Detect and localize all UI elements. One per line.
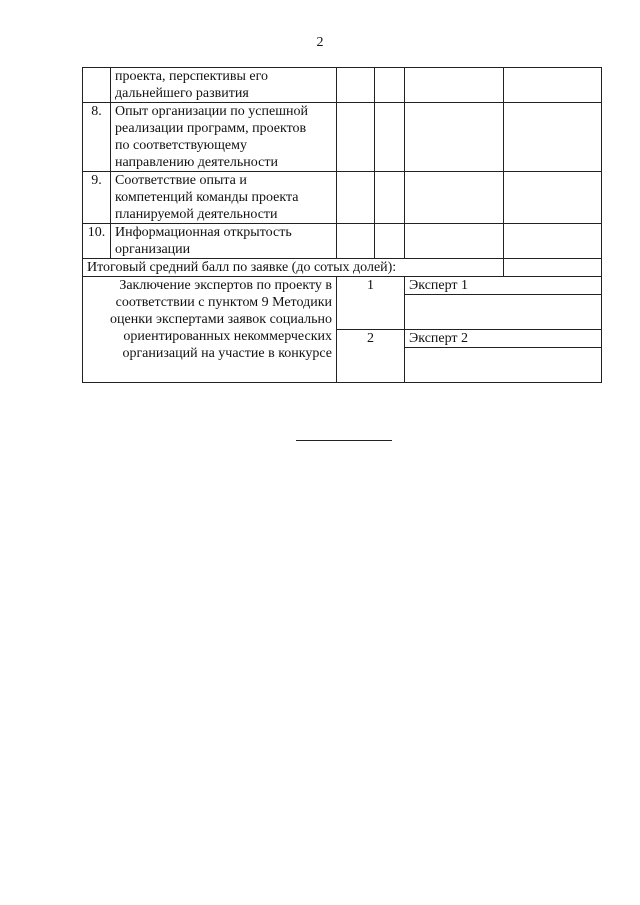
page-number: 2 <box>316 35 324 50</box>
criterion-line: компетенций команды проекта <box>115 190 299 205</box>
criterion-row <box>83 172 602 224</box>
criterion-row <box>83 103 602 172</box>
criterion-line: проекта, перспективы его <box>115 69 268 84</box>
criterion-line: Информационная открытость <box>115 225 292 240</box>
score-cell <box>405 103 504 172</box>
score-cell <box>375 172 405 224</box>
score-cell <box>375 224 405 259</box>
expert-signature-cell <box>405 295 602 330</box>
score-cell <box>405 68 504 103</box>
score-cell <box>405 172 504 224</box>
conclusion-line: оценки экспертами заявок социально <box>110 312 332 327</box>
score-cell <box>504 68 602 103</box>
score-cell <box>504 172 602 224</box>
criterion-text <box>111 68 337 103</box>
expert-number: 1 <box>337 277 405 330</box>
criterion-line: планируемой деятельности <box>115 207 278 222</box>
score-cell <box>375 103 405 172</box>
criterion-line: Опыт организации по успешной <box>115 104 308 119</box>
conclusion-line: организаций на участие в конкурсе <box>122 346 332 361</box>
score-cell <box>405 224 504 259</box>
expert-label: Эксперт 1 <box>405 277 602 295</box>
criterion-line: дальнейшего развития <box>115 86 249 101</box>
conclusion-line: Заключение экспертов по проекту в <box>119 278 332 293</box>
expert-conclusion-label <box>83 277 337 383</box>
criterion-text <box>111 172 337 224</box>
expert-label: Эксперт 2 <box>405 330 602 348</box>
score-cell <box>504 103 602 172</box>
score-cell <box>337 224 375 259</box>
score-cell <box>504 224 602 259</box>
total-row <box>83 259 602 277</box>
criterion-row <box>83 68 602 103</box>
criterion-line: Соответствие опыта и <box>115 173 247 188</box>
total-score-cell <box>504 259 602 277</box>
score-cell <box>375 68 405 103</box>
score-cell <box>337 103 375 172</box>
score-cell <box>337 172 375 224</box>
criterion-line: реализации программ, проектов <box>115 121 307 136</box>
expert-number: 2 <box>337 330 405 383</box>
conclusion-line: ориентированных некоммерческих <box>123 329 332 344</box>
total-score-label: Итоговый средний балл по заявке (до сотых долей): <box>83 259 504 277</box>
criterion-number: 8. <box>83 103 111 172</box>
expert-signature-cell <box>405 348 602 383</box>
criterion-text <box>111 103 337 172</box>
expert-row <box>83 277 602 295</box>
criterion-row <box>83 224 602 259</box>
criterion-line: организации <box>115 242 191 257</box>
criterion-text <box>111 224 337 259</box>
conclusion-line: соответствии с пунктом 9 Методики <box>115 295 332 310</box>
end-divider-line <box>296 440 392 441</box>
criterion-number: 10. <box>83 224 111 259</box>
criterion-line: направлению деятельности <box>115 155 278 170</box>
expert-score-table <box>82 67 602 383</box>
score-cell <box>337 68 375 103</box>
criterion-number: 9. <box>83 172 111 224</box>
criterion-line: по соответствующему <box>115 138 247 153</box>
criterion-number <box>83 68 111 103</box>
